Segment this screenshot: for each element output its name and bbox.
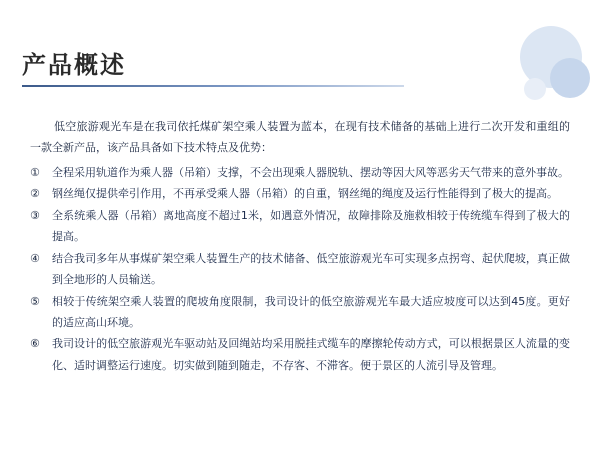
circle-small-icon (524, 78, 546, 100)
list-item-text: 结合我司多年从事煤矿架空乘人装置生产的技术储备、低空旅游观光车可实现多点拐弯、起伏爬坡，真正做到全地形的人员输送。 (52, 251, 570, 287)
list-marker: ② (30, 187, 40, 201)
list-item-text: 我司设计的低空旅游观光车驱动站及回绳站均采用脱挂式缆车的摩擦轮传动方式，可以根据景区人流量的变化、适时调整运行速度。切实做到随到随走，不存客、不滞客。便于景区的人流引导及管理。 (52, 337, 570, 372)
title-block (22, 52, 422, 87)
slide-body (30, 116, 570, 376)
list-marker: ⑥ (30, 337, 40, 351)
list-item (30, 291, 570, 334)
list-item-text: 全系统乘人器（吊箱）离地高度不超过1米，如遇意外情况，故障排除及施救相较于传统缆车得到了极大的提高。 (52, 208, 570, 244)
list-item (30, 205, 570, 248)
list-marker: ⑤ (30, 294, 40, 308)
list-item-text: 相较于传统架空乘人装置的爬坡角度限制，我司设计的低空旅游观光车最大适应坡度可以达到45度。更好的适应高山环境。 (52, 294, 570, 329)
list-marker: ③ (30, 208, 40, 222)
list-item (30, 183, 570, 204)
decorative-circles (450, 0, 600, 120)
circle-medium-icon (550, 58, 590, 98)
list-item (30, 333, 570, 376)
list-marker: ① (30, 165, 40, 179)
intro-paragraph: 低空旅游观光车是在我司依托煤矿架空乘人装置为蓝本，在现有技术储备的基础上进行二次开发和重组的一款全新产品，该产品具备如下技术特点及优势： (30, 120, 570, 155)
feature-list (30, 162, 570, 376)
list-item-text: 钢丝绳仅提供牵引作用，不再承受乘人器（吊箱）的自重，钢丝绳的绳度及运行性能得到了极大的提高。 (52, 187, 558, 201)
list-marker: ④ (30, 251, 40, 265)
list-item-text: 全程采用轨道作为乘人器（吊箱）支撑，不会出现乘人器脱轨、摆动等因大风等恶劣天气带来的意外事故。 (52, 165, 569, 179)
list-item (30, 248, 570, 291)
title-underline (22, 85, 404, 87)
page-title: 产品概述 (22, 51, 126, 79)
circle-large-icon (520, 26, 582, 88)
list-item (30, 162, 570, 183)
